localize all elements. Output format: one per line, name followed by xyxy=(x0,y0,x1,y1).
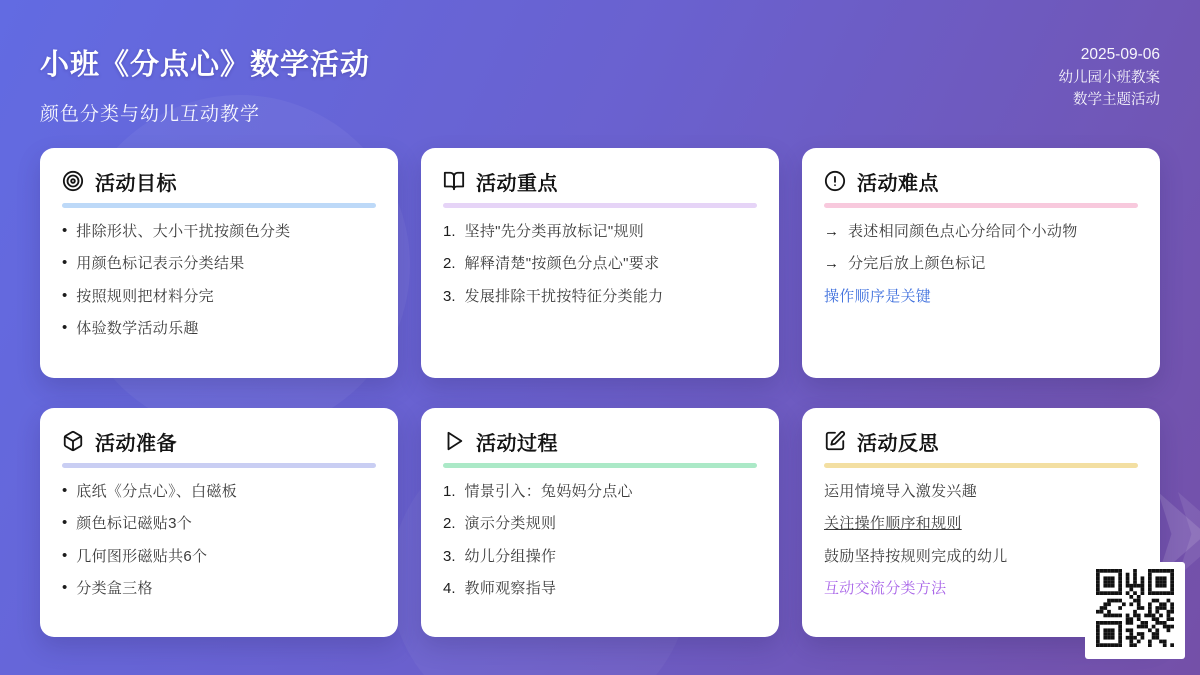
list-marker: 3. xyxy=(443,547,456,565)
list-item xyxy=(824,286,1138,307)
list-item xyxy=(62,318,376,339)
list-item-text: 教师观察指导 xyxy=(464,579,557,597)
card-title: 活动准备 xyxy=(95,432,177,455)
list-item-text: 体验数学活动乐趣 xyxy=(76,319,199,337)
card-header xyxy=(824,168,1138,194)
list-marker: 2. xyxy=(443,255,456,273)
list-marker: • xyxy=(62,482,68,499)
list-marker: • xyxy=(62,546,68,564)
card-activity-focus xyxy=(421,148,779,378)
list-item xyxy=(824,221,1138,242)
card-list xyxy=(824,221,1138,307)
list-item xyxy=(824,513,1138,534)
accent-bar xyxy=(824,203,1138,208)
list-item xyxy=(443,221,757,242)
list-marker: 2. xyxy=(443,515,456,533)
card-title: 活动难点 xyxy=(857,172,939,195)
list-item xyxy=(62,253,376,274)
card-title: 活动目标 xyxy=(95,172,177,195)
accent-bar xyxy=(62,203,376,208)
list-item xyxy=(62,286,376,307)
card-list xyxy=(62,221,376,339)
list-marker: 3. xyxy=(443,287,456,305)
card-header xyxy=(824,428,1138,454)
meta-line: 数学主题活动 xyxy=(1073,92,1160,108)
list-marker: 1. xyxy=(443,483,456,500)
list-item xyxy=(443,546,757,567)
list-item-text: 情景引入：兔妈妈分点心 xyxy=(464,483,633,500)
list-marker: • xyxy=(62,254,68,272)
list-marker: 1. xyxy=(443,223,456,240)
card-title: 活动过程 xyxy=(476,432,558,455)
list-item xyxy=(443,481,757,502)
list-item xyxy=(824,481,1138,502)
list-marker: • xyxy=(62,222,68,239)
qr-pattern xyxy=(1096,569,1174,652)
accent-bar xyxy=(824,463,1138,468)
list-item xyxy=(62,546,376,567)
list-item-text: 用颜色标记表示分类结果 xyxy=(76,255,245,273)
accent-bar xyxy=(443,463,757,468)
list-item-text: 表述相同颜色点心分给同个小动物 xyxy=(848,223,1078,240)
list-item-text: 底纸《分点心》、白磁板 xyxy=(76,483,238,500)
card-activity-difficulties xyxy=(802,148,1160,378)
card-list xyxy=(443,221,757,307)
play-icon xyxy=(443,430,465,452)
list-item xyxy=(443,578,757,599)
list-marker: • xyxy=(62,286,68,304)
card-activity-process xyxy=(421,408,779,637)
qr-code xyxy=(1085,562,1185,659)
list-item-text: 操作顺序是关键 xyxy=(824,287,932,305)
list-item-text: 分完后放上颜色标记 xyxy=(848,255,986,273)
header xyxy=(40,42,1160,126)
list-item xyxy=(62,513,376,534)
list-item xyxy=(443,286,757,307)
open-book-icon xyxy=(443,170,465,192)
list-marker: 4. xyxy=(443,579,456,597)
accent-bar xyxy=(62,463,376,468)
header-meta xyxy=(1059,44,1161,112)
card-header xyxy=(62,168,376,194)
card-activity-preparation xyxy=(40,408,398,637)
list-item xyxy=(443,253,757,274)
accent-bar xyxy=(443,203,757,208)
list-item xyxy=(443,513,757,534)
target-icon xyxy=(62,170,84,192)
card-header xyxy=(62,428,376,454)
edit-pen-icon xyxy=(824,430,846,452)
card-title: 活动反思 xyxy=(857,432,939,455)
list-item xyxy=(62,481,376,502)
page-subtitle: 颜色分类与幼儿互动教学 xyxy=(40,104,261,125)
list-item-text: 颜色标记磁贴3个 xyxy=(76,515,193,533)
list-marker: • xyxy=(62,318,68,336)
date-label: 2025-09-06 xyxy=(1080,46,1160,63)
box-icon xyxy=(62,430,84,452)
list-item-text: 运用情境导入激发兴趣 xyxy=(824,483,978,500)
list-item-text: 幼儿分组操作 xyxy=(464,547,557,565)
card-title: 活动重点 xyxy=(476,172,558,195)
card-activity-goals xyxy=(40,148,398,378)
list-item-text: 互动交流分类方法 xyxy=(824,579,947,597)
list-item-text: 鼓励坚持按规则完成的幼儿 xyxy=(824,547,1008,565)
list-marker: → xyxy=(824,223,839,240)
alert-circle-icon xyxy=(824,170,846,192)
card-list xyxy=(443,481,757,599)
list-item xyxy=(62,578,376,599)
list-item-text: 解释清楚"按颜色分点心"要求 xyxy=(464,255,660,273)
list-item-text: 坚持"先分类再放标记"规则 xyxy=(464,223,645,240)
list-item-text: 关注操作顺序和规则 xyxy=(824,515,962,533)
card-header xyxy=(443,428,757,454)
list-item-text: 按照规则把材料分完 xyxy=(76,287,214,305)
list-item xyxy=(62,221,376,242)
card-header xyxy=(443,168,757,194)
list-marker: • xyxy=(62,578,68,596)
meta-line: 幼儿园小班教案 xyxy=(1058,69,1160,86)
card-list xyxy=(62,481,376,599)
list-item-text: 分类盒三格 xyxy=(76,579,153,597)
list-marker: • xyxy=(62,514,68,532)
list-item xyxy=(824,253,1138,274)
list-item-text: 几何图形磁贴共6个 xyxy=(76,547,208,565)
list-marker: → xyxy=(824,255,839,273)
page-title: 小班《分点心》数学活动 xyxy=(40,49,371,81)
list-item-text: 演示分类规则 xyxy=(464,515,557,533)
list-item-text: 发展排除干扰按特征分类能力 xyxy=(464,287,664,305)
list-item-text: 排除形状、大小干扰按颜色分类 xyxy=(76,223,291,240)
